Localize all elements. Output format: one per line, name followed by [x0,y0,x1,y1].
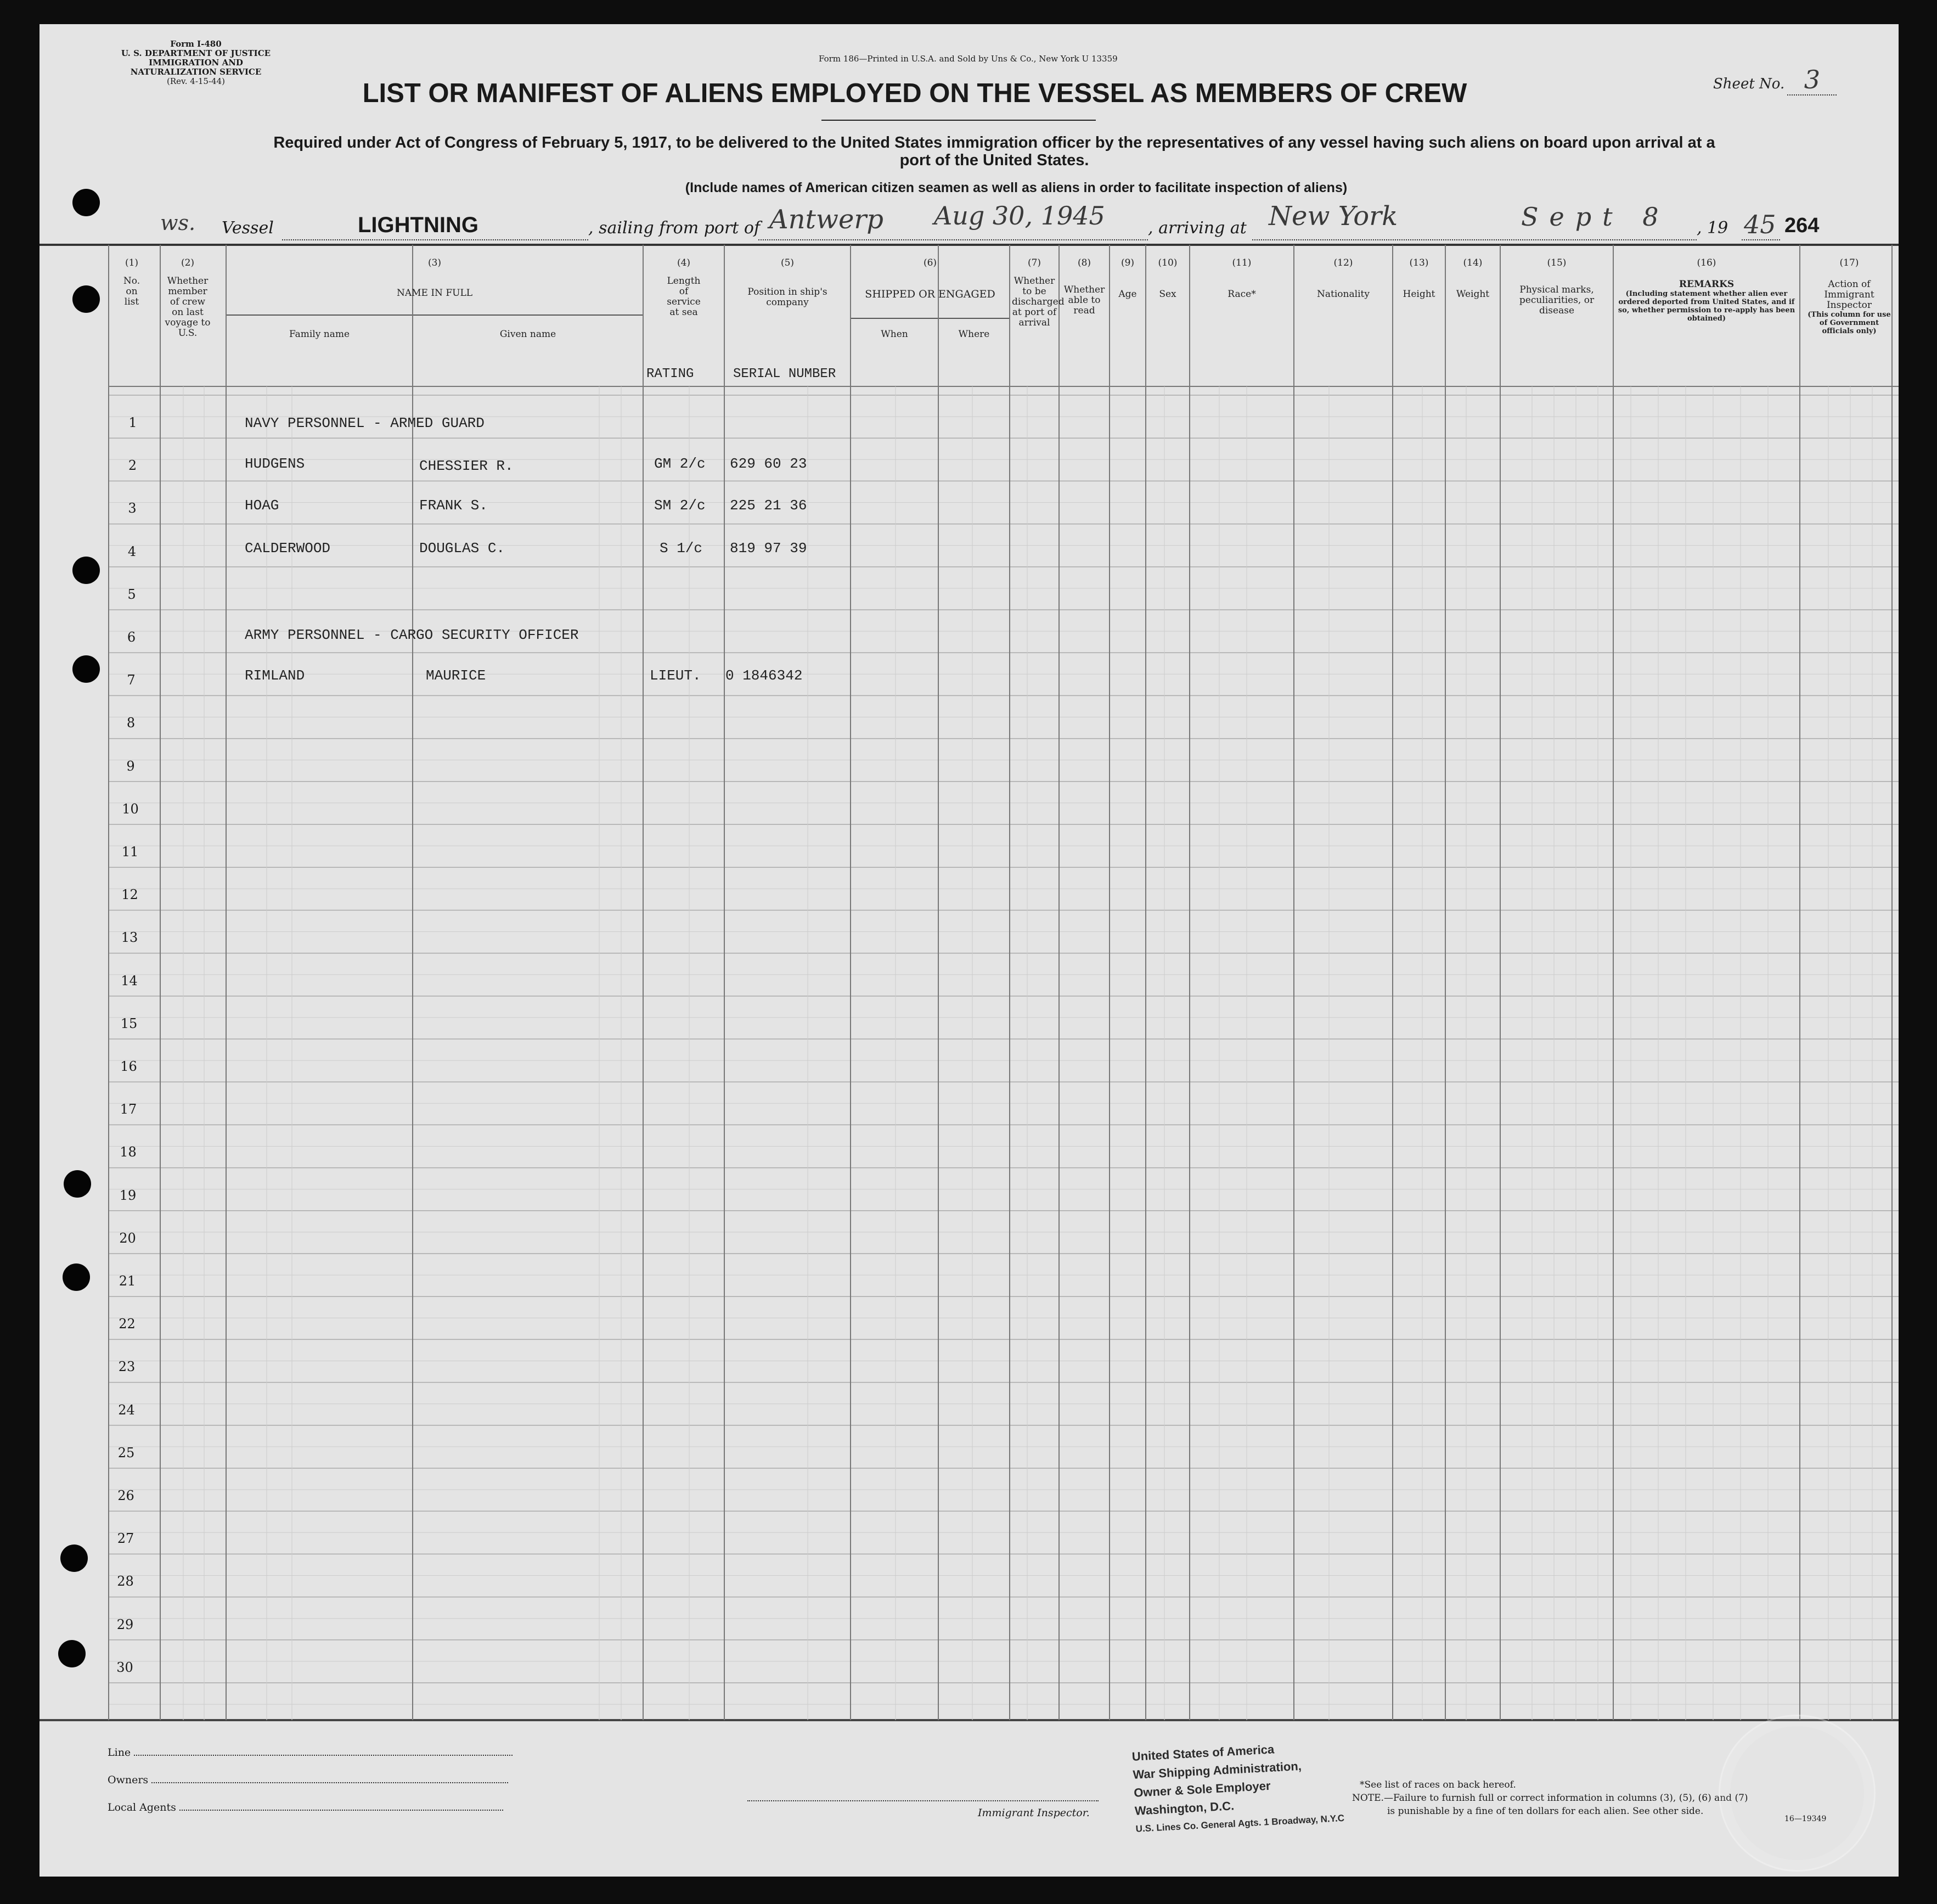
col-6a-header: When [881,329,908,340]
col-3b-header: Given name [499,329,556,340]
row-number: 15 [120,1015,138,1031]
stamp-line-4: Washington, D.C. [1134,1799,1235,1818]
grid-horizontal-rules [40,245,1899,1720]
col-5-typed: SERIAL NUMBER [733,367,836,381]
col-13-header: (13) Height [1403,257,1435,300]
col-4-header: (4) Length of service at sea [667,257,701,318]
form-number: Form I-480 [170,39,222,49]
arriving-date: Sept 8 [1521,202,1670,232]
inspector-signature-line[interactable] [747,1800,1099,1801]
row-number: 24 [118,1402,135,1418]
form-title: LIST OR MANIFEST OF ALIENS EMPLOYED ON THE VESSEL AS MEMBERS OF CREW [362,78,1467,108]
row-number: 2 [128,458,137,474]
note-line-1: NOTE.—Failure to furnish full or correct information in columns (3), (5), (6) and (7) [1352,1793,1748,1804]
row-7-given-name: MAURICE [426,667,486,684]
arriving-label: , arriving at [1148,218,1247,238]
row-3-given-name: FRANK S. [419,497,488,514]
row-number: 5 [127,586,136,602]
owner-stamp [1131,1737,1345,1838]
row-2-family-name: HUDGENS [245,456,305,472]
row-number: 12 [121,887,138,903]
sheet-label: Sheet No. [1713,76,1785,92]
stamp-line-5: U.S. Lines Co. General Agts. 1 Broadway, N.Y.C [1135,1812,1345,1834]
row-number: 23 [118,1359,136,1375]
grid-vertical-rules [109,245,1892,1720]
row-number: 11 [121,844,139,860]
row-7-family-name: RIMLAND [245,667,305,684]
row-number: 14 [121,973,138,988]
col-3-header: (3) NAME IN FULL [396,257,473,299]
owners-field[interactable] [151,1782,508,1783]
revision: (Rev. 4-15-44) [167,76,225,86]
sheet-number: 3 [1787,65,1837,96]
col-2-header: (2) Whether member of crew on last voyage to U.S. [165,257,211,339]
row-2-rating: GM 2/c [654,456,706,472]
page-number: 264 [1784,214,1820,237]
row-number: 29 [116,1616,134,1632]
races-note: *See list of races on back hereof. [1360,1779,1516,1790]
vessel-prefix: ws. [160,211,196,235]
row-4-rating: S 1/c [660,540,703,557]
row-4-family-name: CALDERWOOD [245,540,331,557]
col-3a-header: Family name [289,329,350,340]
col-10-header: (10) Sex [1158,257,1178,300]
col-8-header: (8) Whether able to read [1063,257,1105,316]
line-field[interactable] [134,1755,513,1756]
sailing-date: Aug 30, 1945 [934,201,1105,231]
row-number: 22 [119,1316,136,1332]
year-prefix: , 19 [1697,218,1728,238]
row-number: 1 [128,415,137,430]
col-15-header: (15) Physical marks, peculiarities, or disease [1519,257,1595,316]
subtitle-line-2: port of the United States. [899,151,1089,169]
col-6-header: (6) SHIPPED OR ENGAGED [865,257,995,300]
col-17-header: (17) Action of Immigrant Inspector (This column for use of Government officials only) [1808,257,1891,335]
footer-line [108,1746,513,1759]
row-number: 17 [120,1102,137,1117]
row-number: 8 [126,715,136,731]
col-5-header: (5) Position in ship's company [747,257,827,308]
row-number: 3 [128,501,137,516]
stamp-line-2: War Shipping Administration, [1132,1759,1302,1782]
row-number: 28 [117,1574,134,1590]
department: U. S. DEPARTMENT OF JUSTICE [121,48,271,58]
col-9-header: (9) Age [1118,257,1137,300]
col-1-header: (1) No. on list [123,257,140,307]
row-number: 13 [121,930,138,946]
stamp-line-1: United States of America [1131,1742,1275,1763]
service: IMMIGRATION AND NATURALIZATION SERVICE [130,58,262,77]
printer-line: Form 186—Printed in U.S.A. and Sold by Uns & Co., New York U 13359 [819,54,1118,64]
row-number: 20 [119,1230,136,1246]
col-11-header: (11) Race* [1227,257,1256,300]
row-number: 18 [120,1144,137,1160]
row-2-serial: 629 60 23 [730,456,807,472]
footer-owners [108,1774,508,1786]
agents-label: Local Agents [108,1801,176,1813]
row-number: 26 [117,1488,134,1503]
row-number: 4 [127,543,137,559]
row-number: 27 [117,1531,134,1547]
row-number: 9 [126,758,135,774]
arriving-port: New York [1269,201,1398,232]
owners-label: Owners [108,1774,149,1786]
row-number: 21 [119,1273,136,1289]
embossed-seal [1719,1715,1876,1872]
inspector-label: Immigrant Inspector. [978,1807,1090,1819]
row-4-given-name: DOUGLAS C. [419,540,505,557]
form-code: 16—19349 [1784,1815,1827,1823]
sailing-label: , sailing from port of [588,218,761,238]
row-number: 16 [120,1059,137,1074]
line-label: Line [108,1746,131,1759]
col-16-header: (16) REMARKS (Including statement whether alien ever ordered deported from United States, and if so, whether permission to re-apply has been obtained) [1618,257,1795,323]
note-line-2: is punishable by a fine of ten dollars for each alien. See other side. [1387,1806,1704,1817]
row-2-given-name: CHESSIER R. [419,458,514,474]
row-6-heading: ARMY PERSONNEL - CARGO SECURITY OFFICER [245,627,579,643]
row-number: 6 [127,630,136,645]
row-7-serial: 0 1846342 [725,667,803,684]
row-3-family-name: HOAG [245,497,279,514]
stamp-line-3: Owner & Sole Employer [1133,1778,1271,1800]
vessel-label: Vessel [222,218,274,238]
col-7-header: (7) Whether to be discharged at port of arrival [1012,257,1065,328]
notes-block [1352,1778,1748,1818]
year-suffix: 45 [1744,210,1776,239]
row-7-rating: LIEUT. [650,667,701,684]
include-note: (Include names of American citizen seamen as well as aliens in order to facilitate inspection of aliens) [685,180,1348,195]
manifest-sheet [40,24,1899,1877]
row-number: 19 [119,1187,137,1203]
col-12-header: (12) Nationality [1317,257,1370,300]
col-6b-header: Where [958,329,990,340]
row-number: 7 [127,672,136,688]
sailing-port: Antwerp [769,204,884,235]
subtitle-line-1: Required under Act of Congress of February 5, 1917, to be delivered to the United States immigration officer by the representatives of any vessel having such aliens on board upon arrival at a [273,134,1715,151]
row-number: 10 [122,801,139,817]
row-number: 25 [117,1445,135,1461]
row-3-serial: 225 21 36 [730,497,807,514]
agents-field[interactable] [179,1810,503,1811]
footer-agents [108,1801,503,1813]
vessel-name: LIGHTNING [358,213,478,237]
col-4-typed: RATING [646,367,694,381]
row-number: 30 [116,1659,133,1675]
row-3-rating: SM 2/c [654,497,706,514]
col-14-header: (14) Weight [1456,257,1490,300]
row-1-heading: NAVY PERSONNEL - ARMED GUARD [245,415,485,431]
row-4-serial: 819 97 39 [730,540,807,557]
